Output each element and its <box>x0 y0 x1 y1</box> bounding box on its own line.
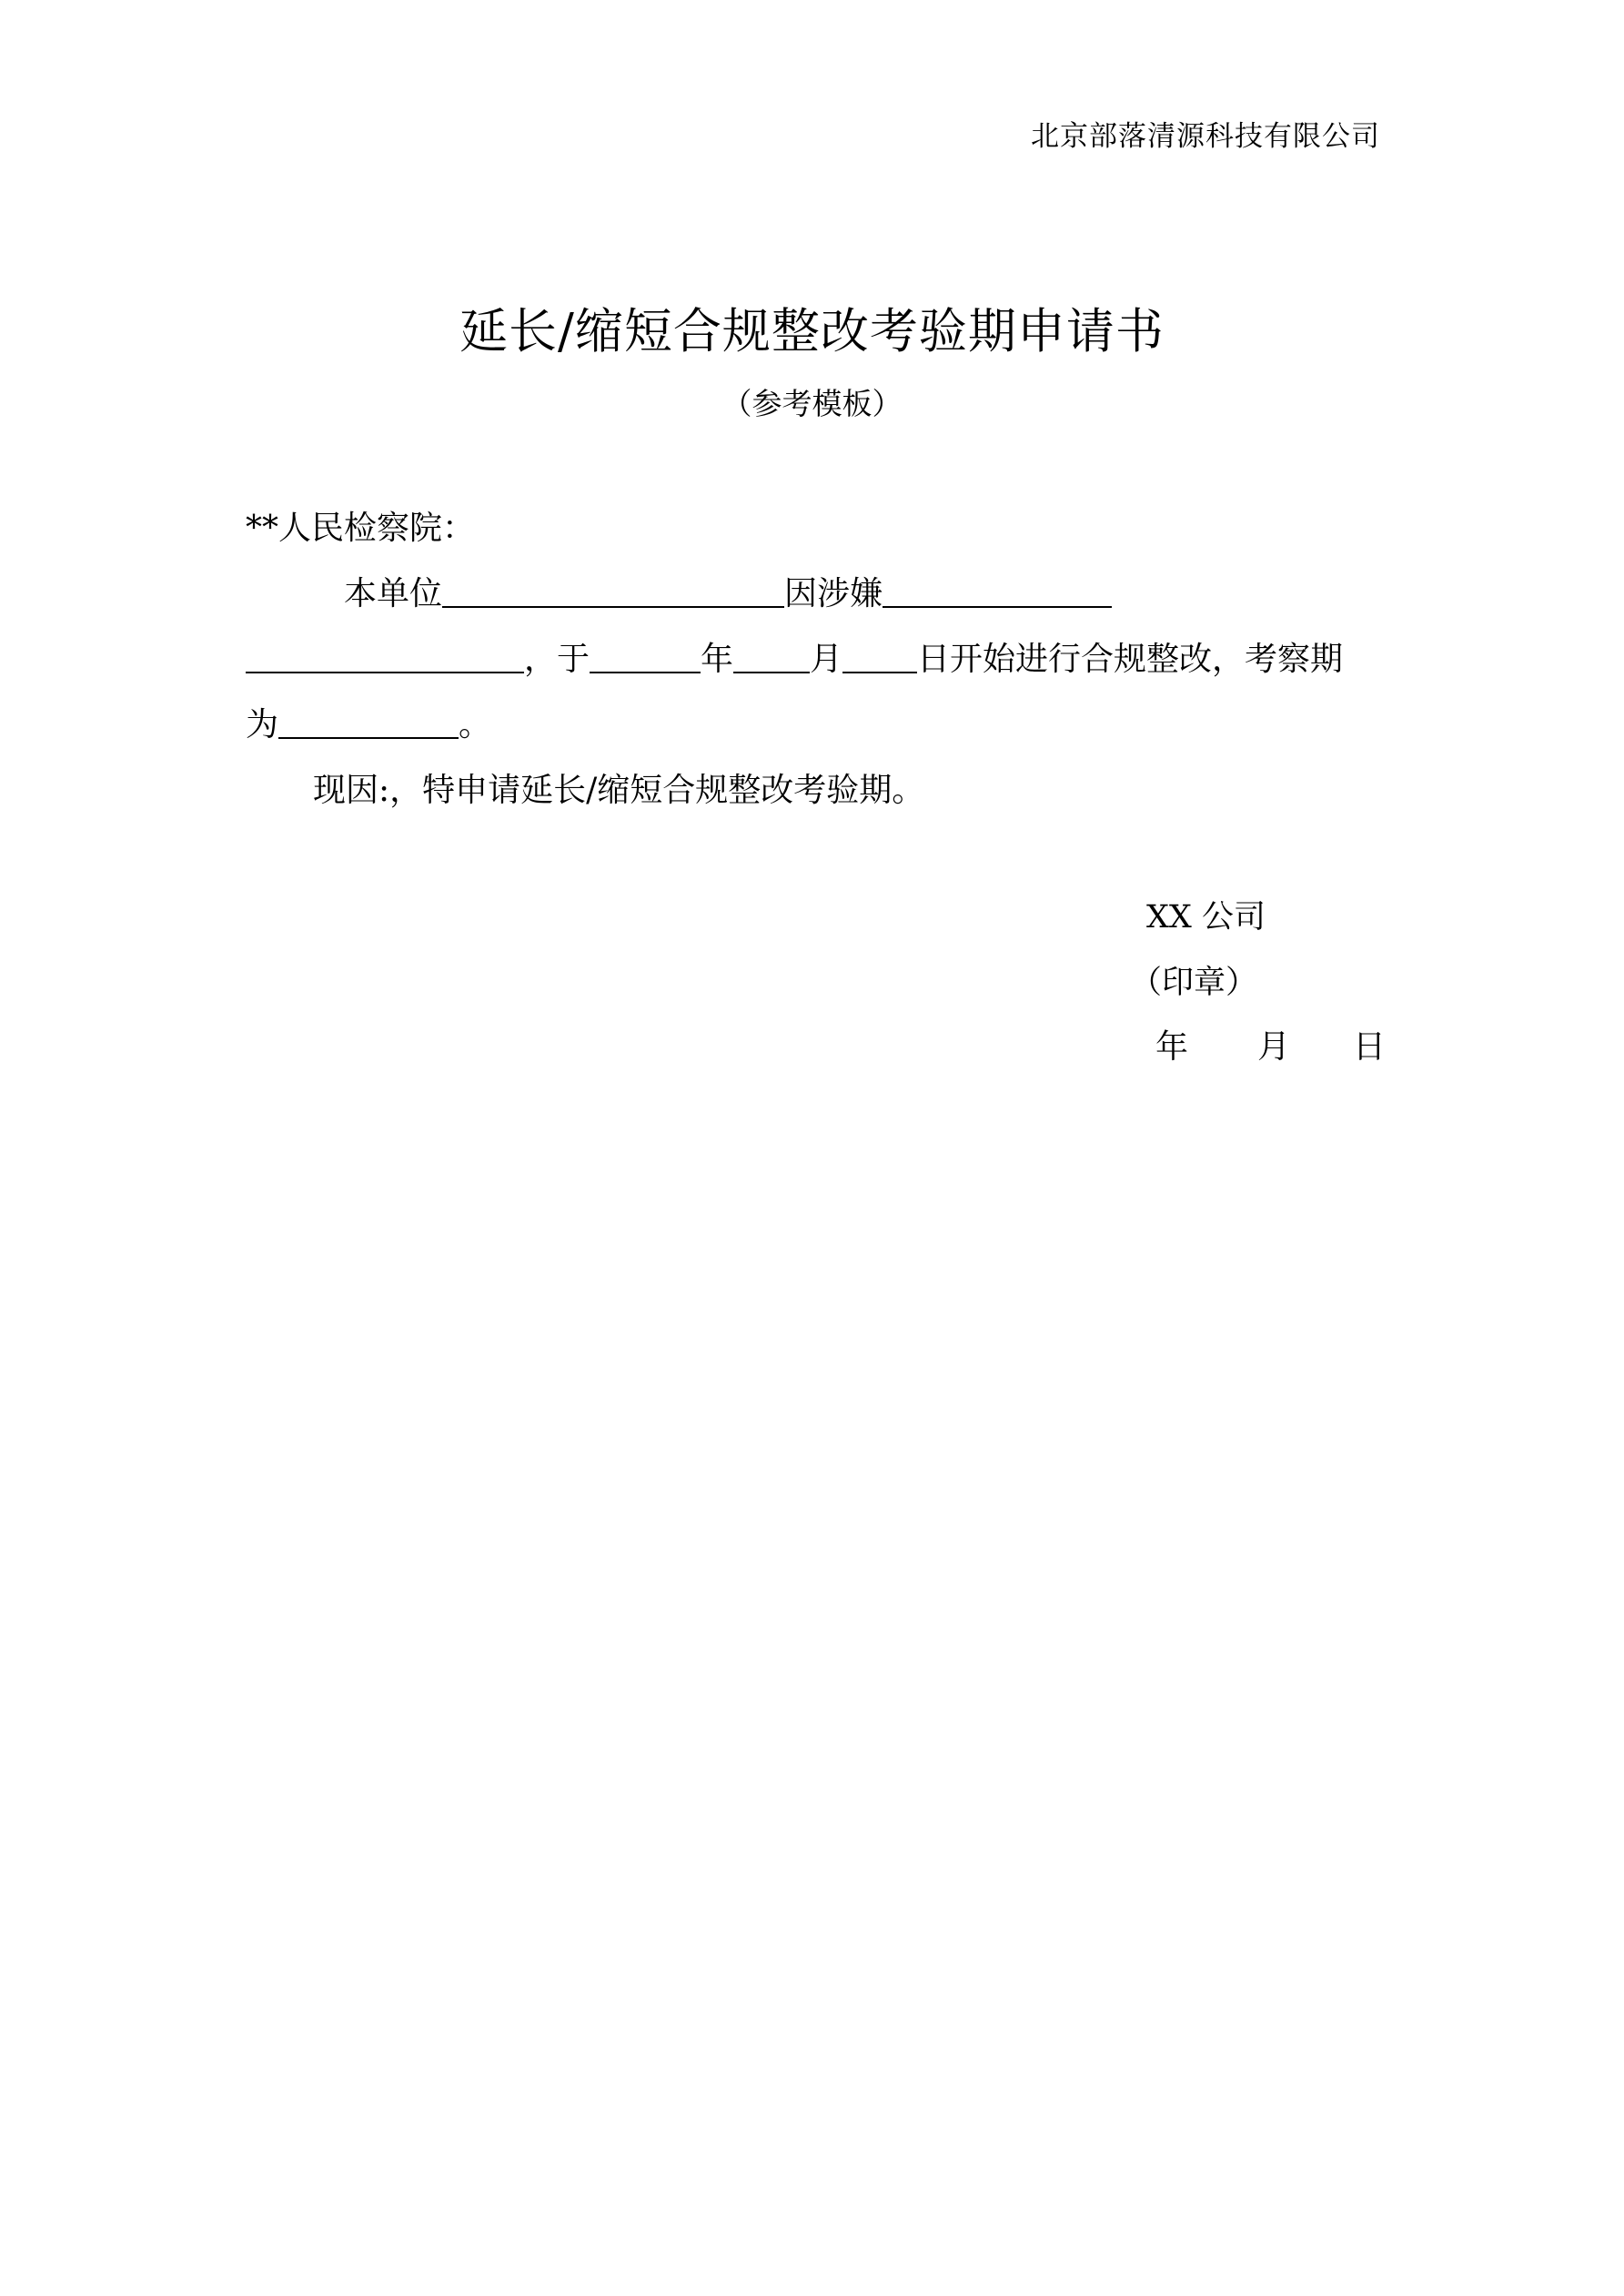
signature-day: 日 <box>1353 1028 1387 1066</box>
line2-tail: 日开始进行合规整改，考察期 <box>917 641 1344 678</box>
line1-mid: 因涉嫌 <box>784 575 883 612</box>
line2-month: 月 <box>810 641 843 678</box>
year-blank[interactable] <box>590 641 701 673</box>
addressee: **人民检察院： <box>246 510 476 547</box>
month-blank[interactable] <box>733 641 810 673</box>
line3-prefix: 为 <box>246 706 279 743</box>
line2-comma-yu: ，于 <box>524 641 590 678</box>
body-line-3 <box>246 703 491 748</box>
line3-end: 。 <box>459 706 492 743</box>
body-line-1 <box>344 571 1112 617</box>
header-company-name: 北京部落清源科技有限公司 <box>1031 120 1380 153</box>
signature-month: 月 <box>1257 1028 1291 1066</box>
document-subtitle: （参考模板） <box>721 386 903 421</box>
day-blank[interactable] <box>842 641 917 673</box>
line1-prefix: 本单位 <box>344 575 443 612</box>
reason-line: 现因:，特申请延长/缩短合规整改考验期。 <box>313 772 925 809</box>
document-title: 延长/缩短合规整改考验期申请书 <box>459 304 1165 359</box>
inspection-period-blank[interactable] <box>278 706 459 739</box>
unit-name-blank[interactable] <box>442 575 784 608</box>
signature-year: 年 <box>1155 1028 1189 1066</box>
line2-year: 年 <box>701 641 734 678</box>
suspected-offense-blank[interactable] <box>883 575 1112 608</box>
signature-company: XX 公司 <box>1146 899 1266 936</box>
offense-continued-blank[interactable] <box>246 641 524 673</box>
body-line-2 <box>246 637 1343 683</box>
signature-seal: （印章） <box>1130 965 1258 1001</box>
